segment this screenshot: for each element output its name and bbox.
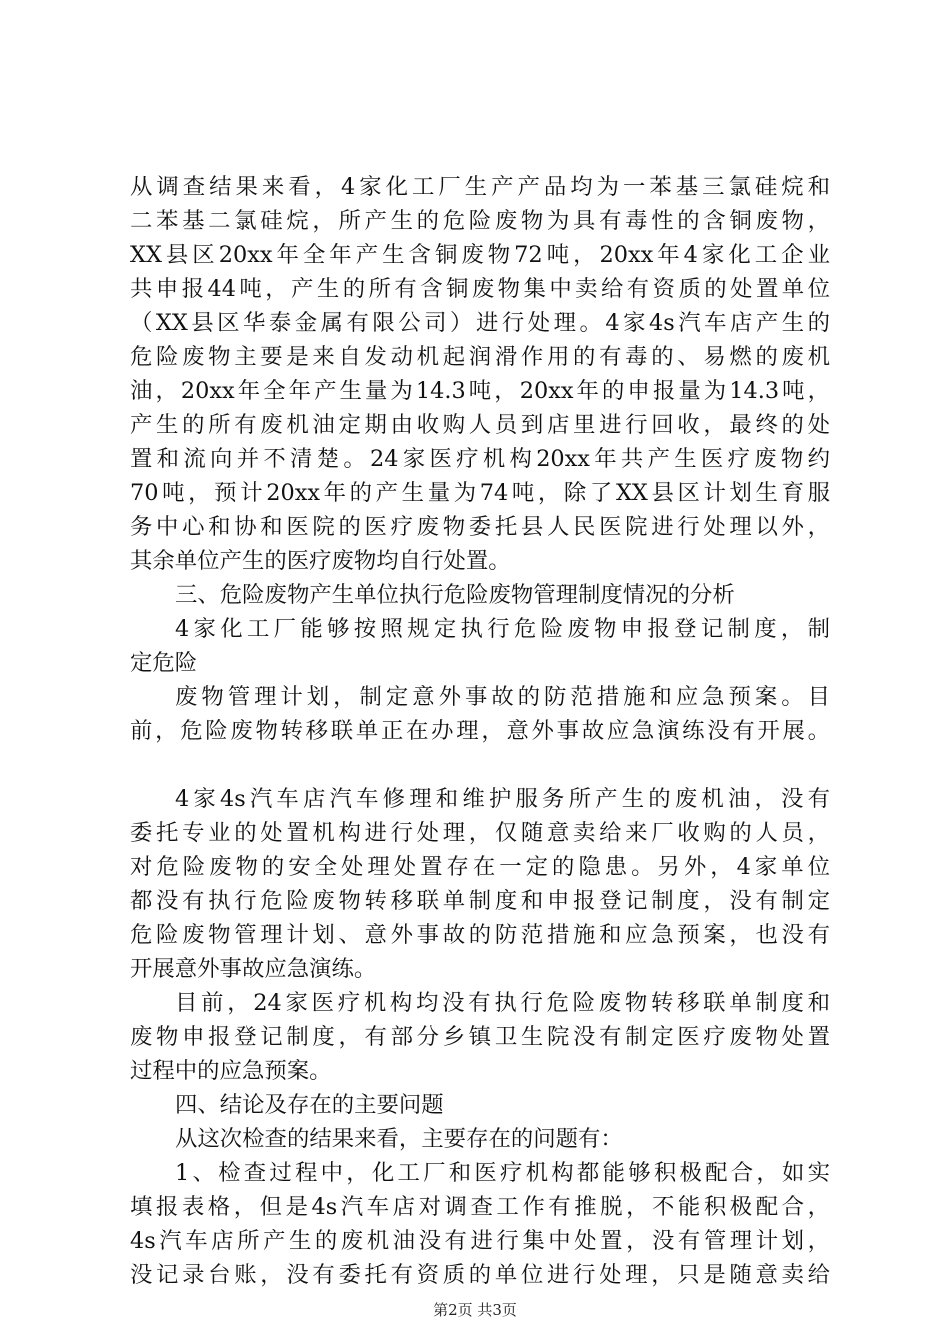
paragraph-line: 共申报44吨，产生的所有含铜废物集中卖给有资质的处置单位	[130, 276, 830, 302]
page-number-footer: 第2页 共3页	[433, 1301, 517, 1319]
paragraph-line: 二苯基二氯硅烷，所产生的危险废物为具有毒性的含铜废物，	[130, 208, 830, 234]
paragraph-line: 危险废物主要是来自发动机起润滑作用的有毒的、易燃的废机	[130, 344, 830, 370]
paragraph-line: 开展意外事故应急演练。	[130, 956, 377, 982]
paragraph-line: 填报表格，但是4s汽车店对调查工作有推脱，不能积极配合，	[130, 1194, 830, 1220]
paragraph-line: 4家化工厂能够按照规定执行危险废物申报登记制度，制	[175, 616, 830, 642]
paragraph-line: 1、检查过程中，化工厂和医疗机构都能够积极配合，如实	[175, 1160, 830, 1186]
paragraph-line: 4s汽车店所产生的废机油没有进行集中处置，没有管理计划，	[130, 1228, 830, 1254]
paragraph-line: 从调查结果来看，4家化工厂生产产品均为一苯基三氯硅烷和	[130, 174, 830, 200]
paragraph-line: 危险废物管理计划、意外事故的防范措施和应急预案，也没有	[130, 922, 830, 948]
paragraph-line: 70吨，预计20xx年的产生量为74吨，除了XX县区计划生育服	[130, 480, 830, 506]
paragraph-line: （XX县区华泰金属有限公司）进行处理。4家4s汽车店产生的	[130, 310, 830, 336]
paragraph-line: 委托专业的处置机构进行处理，仅随意卖给来厂收购的人员，	[130, 820, 830, 846]
section-heading: 四、结论及存在的主要问题	[175, 1092, 444, 1118]
paragraph-line: 都没有执行危险废物转移联单制度和申报登记制度，没有制定	[130, 888, 830, 914]
paragraph-line: 废物管理计划，制定意外事故的防范措施和应急预案。目	[175, 684, 830, 710]
paragraph-line: 对危险废物的安全处理处置存在一定的隐患。另外，4家单位	[130, 854, 830, 880]
paragraph-line: 定危险	[130, 650, 198, 676]
paragraph-line: 置和流向并不清楚。24家医疗机构20xx年共产生医疗废物约	[130, 446, 830, 472]
paragraph-line: 目前，24家医疗机构均没有执行危险废物转移联单制度和	[175, 990, 830, 1016]
paragraph-line: 务中心和协和医院的医疗废物委托县人民医院进行处理以外，	[130, 514, 830, 540]
paragraph-line: 从这次检查的结果来看，主要存在的问题有：	[175, 1126, 623, 1152]
paragraph-line: 产生的所有废机油定期由收购人员到店里进行回收，最终的处	[130, 412, 830, 438]
paragraph-line: 没记录台账，没有委托有资质的单位进行处理，只是随意卖给	[130, 1262, 830, 1288]
paragraph-line: 过程中的应急预案。	[130, 1058, 332, 1084]
paragraph-line: 废物申报登记制度，有部分乡镇卫生院没有制定医疗废物处置	[130, 1024, 830, 1050]
paragraph-line: 油，20xx年全年产生量为14.3吨，20xx年的申报量为14.3吨，	[130, 378, 830, 404]
paragraph-line: 其余单位产生的医疗废物均自行处置。	[130, 548, 511, 574]
paragraph-line: 4家4s汽车店汽车修理和维护服务所产生的废机油，没有	[175, 786, 830, 812]
section-heading: 三、危险废物产生单位执行危险废物管理制度情况的分析	[175, 582, 735, 608]
paragraph-line: XX县区20xx年全年产生含铜废物72吨，20xx年4家化工企业	[130, 242, 830, 268]
paragraph-line: 前，危险废物转移联单正在办理，意外事故应急演练没有开展。	[130, 718, 830, 744]
